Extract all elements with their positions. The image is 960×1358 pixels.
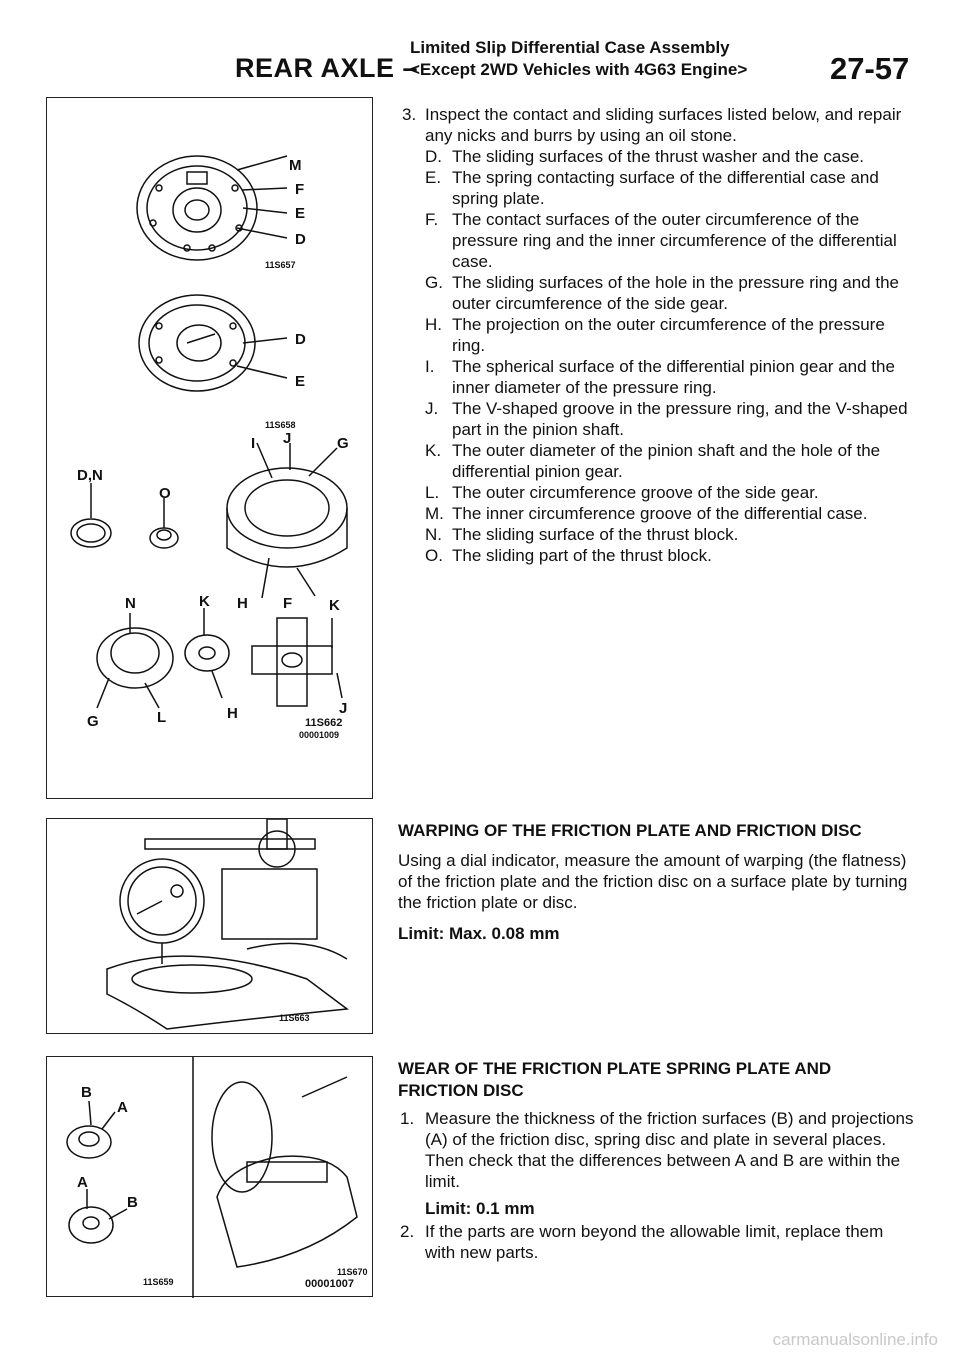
list-item — [425, 398, 918, 440]
step-text: Measure the thickness of the friction surfaces (B) and projections (A) of the friction disc, spring disc and plate in several places. Then check that the differences between A and B are within the limit. — [425, 1109, 914, 1191]
list-text: The sliding surfaces of the hole in the pressure ring and the outer circumference of the side gear. — [452, 273, 899, 313]
list-marker: G. — [425, 273, 443, 292]
warping-section — [398, 820, 914, 944]
list-marker: F. — [425, 210, 439, 229]
section-heading: WEAR OF THE FRICTION PLATE SPRING PLATE AND FRICTION DISC — [398, 1059, 832, 1100]
label-dn: D,N — [77, 467, 103, 484]
label-a: A — [117, 1099, 128, 1116]
step-number: 1. — [400, 1109, 415, 1128]
list-item — [425, 167, 918, 209]
figure-friction-disc — [46, 1056, 373, 1297]
list-marker: K. — [425, 441, 442, 460]
list-item — [425, 524, 918, 545]
label-f: F — [283, 595, 293, 612]
list-marker: N. — [425, 525, 442, 544]
header-subtitle-line2: <Except 2WD Vehicles with 4G63 Engine> — [410, 60, 748, 79]
limit-value: Limit: 0.1 mm — [425, 1199, 535, 1218]
list-text: The sliding part of the thrust block. — [452, 546, 712, 565]
step-item — [398, 1108, 914, 1219]
list-text: The spring contacting surface of the differential case and spring plate. — [452, 168, 879, 208]
label-j: J — [339, 700, 348, 717]
label-i: I — [251, 435, 256, 452]
list-item — [425, 440, 918, 482]
figure-code: 11S663 — [279, 1013, 310, 1023]
list-item — [425, 482, 918, 503]
step-number: 3. — [402, 105, 417, 124]
list-marker: H. — [425, 315, 442, 334]
list-item — [425, 545, 918, 566]
section-title: REAR AXLE – — [235, 53, 419, 83]
list-text: The V-shaped groove in the pressure ring, and the V-shaped part in the pinion shaft. — [452, 399, 908, 439]
figure-code-secondary: 00001009 — [299, 730, 340, 740]
page-number: 27-57 — [830, 51, 910, 86]
figure-code-secondary: 00001007 — [305, 1278, 354, 1290]
list-text: The sliding surfaces of the thrust washer and the case. — [452, 147, 865, 166]
parts-diagram-illustration — [47, 98, 374, 800]
step-item — [398, 1221, 914, 1263]
list-marker: I. — [425, 357, 435, 376]
section-paragraph: Using a dial indicator, measure the amount of warping (the flatness) of the friction plate and the friction disc on a surface plate by turning the friction plate or disc. — [398, 851, 908, 912]
label-h: H — [227, 705, 238, 722]
list-item — [425, 356, 918, 398]
list-marker: O. — [425, 546, 443, 565]
figure-code: 11S659 — [143, 1277, 174, 1287]
step-intro: Inspect the contact and sliding surfaces listed below, and repair any nicks and burrs by using an oil stone. — [425, 105, 902, 145]
step-text: If the parts are worn beyond the allowable limit, replace them with new parts. — [425, 1222, 884, 1262]
figure-dial-indicator — [46, 818, 373, 1034]
step-number: 2. — [400, 1222, 415, 1241]
list-marker: M. — [425, 504, 444, 523]
label-e: E — [295, 373, 306, 390]
friction-disc-illustration — [47, 1057, 374, 1298]
list-marker: E. — [425, 168, 442, 187]
label-k: K — [199, 593, 210, 610]
dial-indicator-illustration — [47, 819, 374, 1035]
list-marker: D. — [425, 147, 442, 166]
label-g: G — [87, 713, 99, 730]
header-subtitle-line1: Limited Slip Differential Case Assembly — [410, 38, 730, 57]
section-heading: WARPING OF THE FRICTION PLATE AND FRICTION DISC — [398, 821, 862, 840]
watermark: carmanualsonline.info — [772, 1330, 938, 1349]
list-marker: J. — [425, 399, 439, 418]
label-b: B — [81, 1084, 92, 1101]
list-marker: L. — [425, 483, 440, 502]
list-text: The contact surfaces of the outer circumference of the pressure ring and the inner circumference of the differential case. — [452, 210, 897, 271]
label-b: B — [127, 1194, 138, 1211]
label-e: E — [295, 205, 306, 222]
figure-parts-diagram — [46, 97, 373, 799]
label-d: D — [295, 231, 306, 248]
list-text: The outer diameter of the pinion shaft and the hole of the differential pinion gear. — [452, 441, 881, 481]
list-item — [425, 503, 918, 524]
inspection-step — [398, 104, 918, 566]
list-text: The projection on the outer circumference of the pressure ring. — [452, 315, 885, 355]
list-text: The spherical surface of the differential pinion gear and the inner diameter of the pressure ring. — [452, 357, 895, 397]
figure-code: 11S670 — [337, 1267, 368, 1277]
figure-code: 11S662 — [305, 717, 343, 729]
label-g: G — [337, 435, 349, 452]
label-m: M — [289, 157, 302, 174]
list-text: The outer circumference groove of the side gear. — [452, 483, 819, 502]
wear-section — [398, 1058, 914, 1263]
figure-code: 11S657 — [265, 260, 296, 270]
label-n: N — [125, 595, 136, 612]
list-item — [425, 146, 918, 167]
label-j: J — [283, 430, 292, 447]
inspection-sublist — [398, 146, 918, 566]
list-item — [425, 314, 918, 356]
label-d: D — [295, 331, 306, 348]
label-l: L — [157, 709, 167, 726]
figure-code: 11S658 — [265, 420, 296, 430]
list-item — [425, 209, 918, 272]
label-k: K — [329, 597, 340, 614]
limit-value: Limit: Max. 0.08 mm — [398, 924, 560, 943]
label-h: H — [237, 595, 248, 612]
list-text: The inner circumference groove of the differential case. — [452, 504, 868, 523]
label-a: A — [77, 1174, 88, 1191]
list-item — [425, 272, 918, 314]
label-f: F — [295, 181, 305, 198]
label-o: O — [159, 485, 171, 502]
list-text: The sliding surface of the thrust block. — [452, 525, 739, 544]
